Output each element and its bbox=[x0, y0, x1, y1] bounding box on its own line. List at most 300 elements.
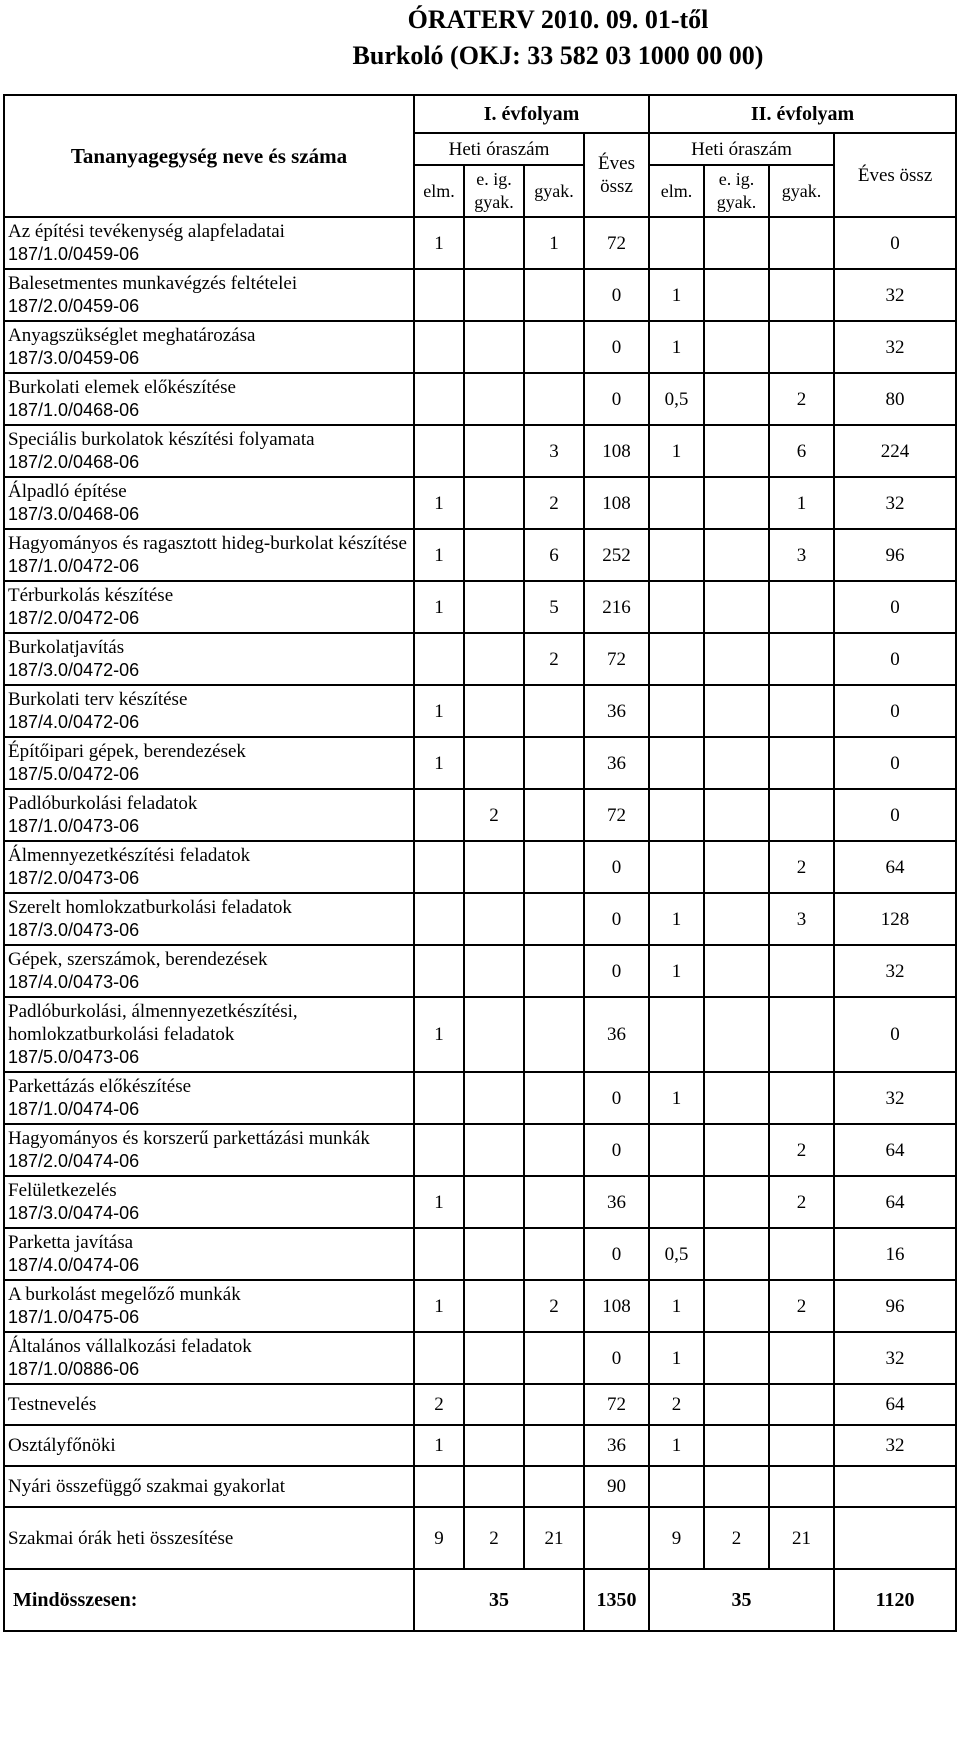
hours-cell: 2 bbox=[649, 1384, 704, 1425]
hours-cell bbox=[524, 789, 584, 841]
hours-cell bbox=[769, 789, 834, 841]
table-row bbox=[4, 945, 956, 997]
hours-cell: 80 bbox=[834, 373, 956, 425]
hours-cell bbox=[704, 737, 769, 789]
hours-cell bbox=[704, 633, 769, 685]
hours-cell bbox=[704, 841, 769, 893]
row-label: Nyári összefüggő szakmai gyakorlat bbox=[4, 1466, 414, 1507]
unit-code: 187/1.0/0468-06 bbox=[8, 400, 140, 420]
unit-code: 187/5.0/0473-06 bbox=[8, 1047, 140, 1067]
hours-cell: 1 bbox=[649, 1425, 704, 1466]
hours-cell: 1 bbox=[649, 425, 704, 477]
hours-cell bbox=[704, 269, 769, 321]
hours-cell bbox=[769, 1425, 834, 1466]
hours-cell: 2 bbox=[524, 633, 584, 685]
unit-code: 187/4.0/0472-06 bbox=[8, 712, 140, 732]
hours-cell: 32 bbox=[834, 1332, 956, 1384]
hours-cell: 32 bbox=[834, 1425, 956, 1466]
hours-cell bbox=[524, 945, 584, 997]
hours-cell: 1 bbox=[649, 1332, 704, 1384]
hours-cell: 3 bbox=[769, 529, 834, 581]
hours-cell bbox=[704, 1425, 769, 1466]
hours-cell bbox=[414, 425, 464, 477]
hours-cell bbox=[704, 1280, 769, 1332]
hours-cell bbox=[464, 1072, 524, 1124]
hours-cell bbox=[464, 737, 524, 789]
hours-cell: 2 bbox=[524, 1280, 584, 1332]
hours-cell: 36 bbox=[584, 1425, 649, 1466]
table-row bbox=[4, 1176, 956, 1228]
table-row bbox=[4, 373, 956, 425]
hours-cell: 0 bbox=[834, 737, 956, 789]
hours-cell bbox=[649, 633, 704, 685]
hours-cell bbox=[414, 1332, 464, 1384]
hours-cell: 2 bbox=[769, 373, 834, 425]
unit-code: 187/4.0/0473-06 bbox=[8, 972, 140, 992]
year2-eig-header: e. ig. gyak. bbox=[704, 165, 769, 217]
hours-cell bbox=[414, 1466, 464, 1507]
hours-cell: 108 bbox=[584, 1280, 649, 1332]
hours-cell bbox=[704, 997, 769, 1072]
table-row bbox=[4, 841, 956, 893]
hours-cell: 32 bbox=[834, 477, 956, 529]
hours-cell bbox=[414, 945, 464, 997]
unit-name: Felületkezelés bbox=[8, 1180, 117, 1201]
hours-cell: 72 bbox=[584, 789, 649, 841]
hours-cell: 96 bbox=[834, 529, 956, 581]
row-label: Testnevelés bbox=[4, 1384, 414, 1425]
hours-cell: 1 bbox=[414, 529, 464, 581]
hours-cell: 0 bbox=[584, 269, 649, 321]
year2-yearly-header: Éves össz bbox=[834, 133, 956, 217]
hours-cell: 1 bbox=[524, 217, 584, 269]
hours-cell bbox=[704, 1332, 769, 1384]
unit-code: 187/5.0/0472-06 bbox=[8, 764, 140, 784]
hours-cell: 6 bbox=[769, 425, 834, 477]
unit-cell bbox=[4, 997, 414, 1072]
year2-gyak-header: gyak. bbox=[769, 165, 834, 217]
hours-cell bbox=[464, 1124, 524, 1176]
unit-code: 187/3.0/0472-06 bbox=[8, 660, 140, 680]
hours-cell: 3 bbox=[524, 425, 584, 477]
year2-weekly-header: Heti óraszám bbox=[649, 133, 834, 165]
table-row bbox=[4, 529, 956, 581]
hours-cell bbox=[649, 841, 704, 893]
hours-cell bbox=[524, 1124, 584, 1176]
summary-cell: 2 bbox=[464, 1507, 524, 1569]
table-row bbox=[4, 1280, 956, 1332]
hours-cell bbox=[704, 893, 769, 945]
year1-header: I. évfolyam bbox=[414, 95, 649, 133]
hours-cell bbox=[464, 997, 524, 1072]
year1-weekly-total: 35 bbox=[414, 1569, 584, 1631]
summary-cell: 2 bbox=[704, 1507, 769, 1569]
hours-cell: 0 bbox=[584, 1124, 649, 1176]
hours-cell: 1 bbox=[414, 1280, 464, 1332]
unit-name: Gépek, szerszámok, berendezések bbox=[8, 949, 268, 970]
table-row bbox=[4, 1124, 956, 1176]
total-row bbox=[4, 1569, 956, 1631]
summary-cell: 9 bbox=[649, 1507, 704, 1569]
hours-cell bbox=[524, 1466, 584, 1507]
hours-cell: 2 bbox=[769, 1280, 834, 1332]
hours-cell bbox=[769, 217, 834, 269]
unit-name: Anyagszükséglet meghatározása bbox=[8, 325, 256, 346]
table-row bbox=[4, 737, 956, 789]
hours-cell bbox=[704, 581, 769, 633]
hours-cell: 5 bbox=[524, 581, 584, 633]
unit-cell bbox=[4, 893, 414, 945]
hours-cell: 6 bbox=[524, 529, 584, 581]
hours-cell bbox=[524, 1384, 584, 1425]
hours-cell: 2 bbox=[769, 841, 834, 893]
unit-cell bbox=[4, 1124, 414, 1176]
hours-cell bbox=[649, 581, 704, 633]
unit-code: 187/3.0/0459-06 bbox=[8, 348, 140, 368]
table-row bbox=[4, 1425, 956, 1466]
table-row bbox=[4, 477, 956, 529]
hours-cell bbox=[704, 373, 769, 425]
hours-cell: 0,5 bbox=[649, 373, 704, 425]
hours-cell bbox=[524, 373, 584, 425]
hours-cell: 1 bbox=[414, 581, 464, 633]
unit-cell bbox=[4, 1332, 414, 1384]
year1-gyak-header: gyak. bbox=[524, 165, 584, 217]
unit-name: Parkettázás előkészítése bbox=[8, 1076, 192, 1097]
unit-cell bbox=[4, 945, 414, 997]
year2-weekly-total: 35 bbox=[649, 1569, 834, 1631]
unit-cell bbox=[4, 1072, 414, 1124]
hours-cell: 252 bbox=[584, 529, 649, 581]
hours-cell: 2 bbox=[524, 477, 584, 529]
unit-cell bbox=[4, 217, 414, 269]
table-row bbox=[4, 1384, 956, 1425]
hours-cell bbox=[464, 1280, 524, 1332]
unit-name: Építőipari gépek, berendezések bbox=[8, 741, 246, 762]
unit-name: Padlóburkolási feladatok bbox=[8, 793, 198, 814]
hours-cell bbox=[464, 841, 524, 893]
hours-cell bbox=[464, 945, 524, 997]
unit-code: 187/2.0/0468-06 bbox=[8, 452, 140, 472]
hours-cell: 72 bbox=[584, 633, 649, 685]
unit-name: Általános vállalkozási feladatok bbox=[8, 1336, 252, 1357]
hours-cell: 0 bbox=[584, 841, 649, 893]
hours-cell: 32 bbox=[834, 269, 956, 321]
summary-cell: 21 bbox=[524, 1507, 584, 1569]
hours-cell bbox=[524, 685, 584, 737]
hours-cell bbox=[464, 1384, 524, 1425]
hours-cell bbox=[464, 373, 524, 425]
hours-cell bbox=[769, 633, 834, 685]
hours-cell: 1 bbox=[649, 945, 704, 997]
table-row bbox=[4, 581, 956, 633]
hours-cell: 0 bbox=[584, 373, 649, 425]
hours-cell: 16 bbox=[834, 1228, 956, 1280]
table-row bbox=[4, 633, 956, 685]
table-row bbox=[4, 425, 956, 477]
hours-cell: 32 bbox=[834, 321, 956, 373]
table-row bbox=[4, 789, 956, 841]
hours-cell: 0 bbox=[834, 685, 956, 737]
unit-code: 187/2.0/0459-06 bbox=[8, 296, 140, 316]
hours-cell: 64 bbox=[834, 841, 956, 893]
hours-cell: 36 bbox=[584, 997, 649, 1072]
hours-cell bbox=[649, 1124, 704, 1176]
hours-cell bbox=[704, 321, 769, 373]
unit-name: Térburkolás készítése bbox=[8, 585, 174, 606]
summary-cell: 21 bbox=[769, 1507, 834, 1569]
hours-cell bbox=[524, 269, 584, 321]
hours-cell: 0 bbox=[834, 581, 956, 633]
unit-name: Az építési tevékenység alapfeladatai bbox=[8, 221, 285, 242]
hours-cell: 1 bbox=[414, 737, 464, 789]
unit-code: 187/3.0/0473-06 bbox=[8, 920, 140, 940]
hours-cell bbox=[649, 1176, 704, 1228]
unit-code: 187/2.0/0472-06 bbox=[8, 608, 140, 628]
hours-cell: 108 bbox=[584, 425, 649, 477]
year2-yearly-total: 1120 bbox=[834, 1569, 956, 1631]
hours-cell bbox=[704, 1384, 769, 1425]
hours-cell: 96 bbox=[834, 1280, 956, 1332]
hours-cell bbox=[464, 633, 524, 685]
unit-code: 187/2.0/0473-06 bbox=[8, 868, 140, 888]
hours-cell bbox=[464, 477, 524, 529]
table-row bbox=[4, 997, 956, 1072]
hours-cell bbox=[414, 841, 464, 893]
hours-cell bbox=[464, 1176, 524, 1228]
hours-cell bbox=[649, 217, 704, 269]
hours-cell bbox=[769, 581, 834, 633]
hours-cell bbox=[704, 1176, 769, 1228]
table-row bbox=[4, 1466, 956, 1507]
year1-weekly-header: Heti óraszám bbox=[414, 133, 584, 165]
table-row bbox=[4, 685, 956, 737]
unit-code: 187/1.0/0475-06 bbox=[8, 1307, 140, 1327]
hours-cell: 0 bbox=[834, 217, 956, 269]
hours-cell: 1 bbox=[414, 1425, 464, 1466]
unit-code: 187/3.0/0468-06 bbox=[8, 504, 140, 524]
hours-cell: 1 bbox=[649, 893, 704, 945]
hours-cell bbox=[704, 217, 769, 269]
table-row bbox=[4, 269, 956, 321]
hours-cell bbox=[414, 1072, 464, 1124]
year2-header: II. évfolyam bbox=[649, 95, 956, 133]
hours-cell bbox=[769, 269, 834, 321]
hours-cell bbox=[464, 425, 524, 477]
hours-cell: 0 bbox=[834, 997, 956, 1072]
hours-cell bbox=[464, 529, 524, 581]
hours-cell bbox=[414, 321, 464, 373]
hours-cell: 32 bbox=[834, 1072, 956, 1124]
unit-code: 187/1.0/0473-06 bbox=[8, 816, 140, 836]
unit-cell bbox=[4, 269, 414, 321]
hours-cell: 0 bbox=[584, 1072, 649, 1124]
unit-cell bbox=[4, 789, 414, 841]
unit-cell bbox=[4, 633, 414, 685]
hours-cell bbox=[464, 321, 524, 373]
hours-cell bbox=[464, 893, 524, 945]
hours-cell bbox=[464, 217, 524, 269]
hours-cell: 0 bbox=[584, 1228, 649, 1280]
hours-cell bbox=[704, 1072, 769, 1124]
table-row bbox=[4, 1332, 956, 1384]
hours-cell: 72 bbox=[584, 217, 649, 269]
year1-elm-header: elm. bbox=[414, 165, 464, 217]
hours-cell: 1 bbox=[414, 217, 464, 269]
unit-name: Balesetmentes munkavégzés feltételei bbox=[8, 273, 298, 294]
unit-code: 187/2.0/0474-06 bbox=[8, 1151, 140, 1171]
hours-cell bbox=[524, 321, 584, 373]
unit-name: Speciális burkolatok készítési folyamata bbox=[8, 429, 315, 450]
year1-yearly-total: 1350 bbox=[584, 1569, 649, 1631]
hours-cell bbox=[464, 685, 524, 737]
hours-cell bbox=[704, 529, 769, 581]
unit-name: Burkolati elemek előkészítése bbox=[8, 377, 236, 398]
unit-cell bbox=[4, 373, 414, 425]
hours-cell bbox=[464, 1425, 524, 1466]
hours-cell: 2 bbox=[769, 1124, 834, 1176]
hours-cell bbox=[414, 269, 464, 321]
hours-cell bbox=[769, 1384, 834, 1425]
hours-cell bbox=[769, 1072, 834, 1124]
hours-cell bbox=[769, 321, 834, 373]
unit-name: Szerelt homlokzatburkolási feladatok bbox=[8, 897, 292, 918]
year2-elm-header: elm. bbox=[649, 165, 704, 217]
hours-cell bbox=[524, 1228, 584, 1280]
hours-cell bbox=[524, 1072, 584, 1124]
unit-code: 187/1.0/0472-06 bbox=[8, 556, 140, 576]
unit-name: Padlóburkolási, álmennyezetkészítési, homlokzatburkolási feladatok bbox=[8, 1001, 298, 1045]
hours-cell: 1 bbox=[649, 269, 704, 321]
hours-cell: 0 bbox=[584, 321, 649, 373]
hours-cell: 1 bbox=[649, 1072, 704, 1124]
summary-label: Szakmai órák heti összesítése bbox=[4, 1507, 414, 1569]
hours-cell: 0 bbox=[584, 1332, 649, 1384]
hours-cell: 32 bbox=[834, 945, 956, 997]
unit-cell bbox=[4, 1228, 414, 1280]
unit-name: A burkolást megelőző munkák bbox=[8, 1284, 241, 1305]
hours-cell: 3 bbox=[769, 893, 834, 945]
hours-cell: 1 bbox=[649, 1280, 704, 1332]
hours-cell bbox=[769, 737, 834, 789]
summary-cell bbox=[584, 1507, 649, 1569]
unit-cell bbox=[4, 425, 414, 477]
hours-cell bbox=[524, 1425, 584, 1466]
hours-cell bbox=[524, 1176, 584, 1228]
hours-cell bbox=[704, 1228, 769, 1280]
unit-name: Parketta javítása bbox=[8, 1232, 134, 1253]
table-row bbox=[4, 893, 956, 945]
unit-name: Burkolatjavítás bbox=[8, 637, 125, 658]
unit-name: Álpadló építése bbox=[8, 481, 127, 502]
hours-cell: 1 bbox=[414, 477, 464, 529]
hours-cell bbox=[704, 1124, 769, 1176]
unit-cell bbox=[4, 581, 414, 633]
hours-cell bbox=[704, 425, 769, 477]
hours-cell: 1 bbox=[769, 477, 834, 529]
hours-cell: 1 bbox=[649, 321, 704, 373]
hours-cell: 36 bbox=[584, 737, 649, 789]
hours-cell: 90 bbox=[584, 1466, 649, 1507]
unit-name: Hagyományos és ragasztott hideg-burkolat készítése bbox=[8, 533, 407, 554]
hours-cell bbox=[649, 997, 704, 1072]
hours-cell bbox=[769, 1466, 834, 1507]
unit-code: 187/4.0/0474-06 bbox=[8, 1255, 140, 1275]
hours-cell: 1 bbox=[414, 1176, 464, 1228]
hours-cell: 108 bbox=[584, 477, 649, 529]
hours-cell: 36 bbox=[584, 685, 649, 737]
hours-cell: 0 bbox=[584, 945, 649, 997]
summary-cell: 9 bbox=[414, 1507, 464, 1569]
hours-cell bbox=[704, 789, 769, 841]
unit-cell bbox=[4, 529, 414, 581]
row-label: Osztályfőnöki bbox=[4, 1425, 414, 1466]
unit-cell bbox=[4, 737, 414, 789]
hours-cell bbox=[769, 1228, 834, 1280]
unit-name: Hagyományos és korszerű parkettázási munkák bbox=[8, 1128, 370, 1149]
summary-cell bbox=[834, 1507, 956, 1569]
hours-cell: 0,5 bbox=[649, 1228, 704, 1280]
hours-cell bbox=[769, 685, 834, 737]
total-label: Mindösszesen: bbox=[4, 1569, 414, 1631]
unit-name: Álmennyezetkészítési feladatok bbox=[8, 845, 251, 866]
year1-yearly-header: Éves össz bbox=[584, 133, 649, 217]
hours-cell bbox=[464, 581, 524, 633]
hours-cell: 224 bbox=[834, 425, 956, 477]
hours-cell bbox=[414, 789, 464, 841]
table-row bbox=[4, 217, 956, 269]
hours-cell: 128 bbox=[834, 893, 956, 945]
hours-cell bbox=[464, 1332, 524, 1384]
hours-cell: 0 bbox=[834, 633, 956, 685]
column-header-name: Tananyagegység neve és száma bbox=[4, 95, 414, 217]
hours-cell: 2 bbox=[464, 789, 524, 841]
table-row bbox=[4, 1072, 956, 1124]
unit-cell bbox=[4, 321, 414, 373]
hours-cell bbox=[769, 997, 834, 1072]
hours-cell: 2 bbox=[769, 1176, 834, 1228]
hours-cell: 0 bbox=[584, 893, 649, 945]
unit-cell bbox=[4, 841, 414, 893]
hours-cell: 72 bbox=[584, 1384, 649, 1425]
year1-eig-header: e. ig. gyak. bbox=[464, 165, 524, 217]
hours-cell bbox=[649, 1466, 704, 1507]
unit-code: 187/3.0/0474-06 bbox=[8, 1203, 140, 1223]
hours-cell: 2 bbox=[414, 1384, 464, 1425]
hours-cell bbox=[834, 1466, 956, 1507]
unit-cell bbox=[4, 1280, 414, 1332]
hours-cell bbox=[704, 945, 769, 997]
hours-cell bbox=[649, 685, 704, 737]
hours-cell bbox=[524, 997, 584, 1072]
hours-cell bbox=[769, 945, 834, 997]
hours-cell bbox=[464, 269, 524, 321]
hours-cell: 64 bbox=[834, 1124, 956, 1176]
hours-cell bbox=[704, 685, 769, 737]
hours-cell: 64 bbox=[834, 1176, 956, 1228]
hours-cell bbox=[414, 1228, 464, 1280]
table-row bbox=[4, 321, 956, 373]
unit-cell bbox=[4, 685, 414, 737]
hours-cell bbox=[524, 1332, 584, 1384]
page-title: ÓRATERV 2010. 09. 01-től bbox=[407, 5, 709, 34]
curriculum-table bbox=[3, 94, 957, 1632]
hours-cell bbox=[649, 529, 704, 581]
hours-cell: 216 bbox=[584, 581, 649, 633]
hours-cell bbox=[649, 477, 704, 529]
hours-cell bbox=[704, 1466, 769, 1507]
unit-code: 187/1.0/0886-06 bbox=[8, 1359, 140, 1379]
